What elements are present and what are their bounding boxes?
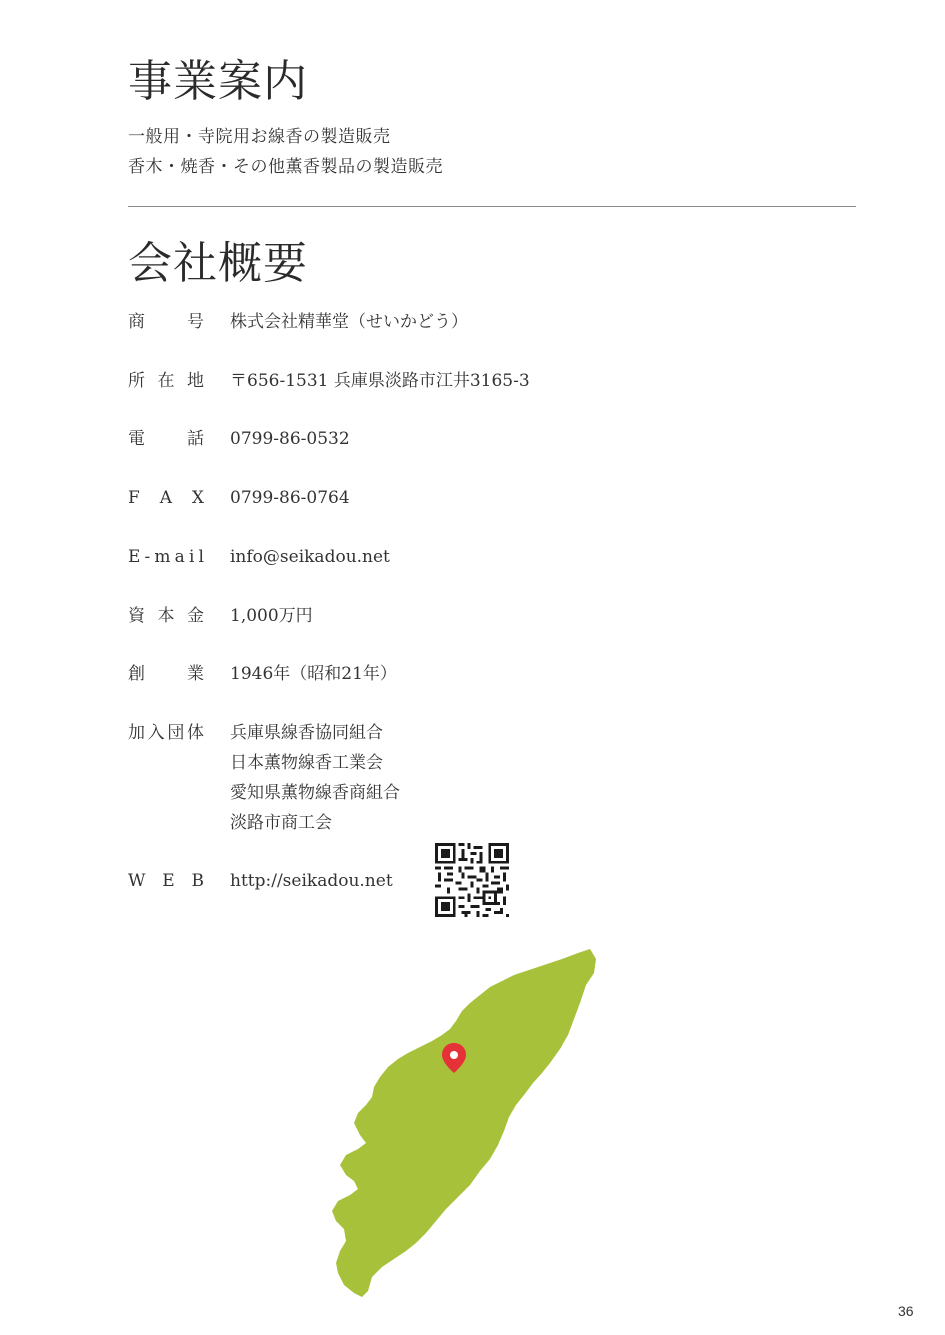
associations-label: 加 入 団 体 — [128, 723, 204, 743]
section-divider — [128, 206, 856, 207]
business-line: 一般用・寺院用お線香の製造販売 — [128, 127, 391, 147]
address-label: 所 在 地 — [128, 371, 204, 391]
email-label: E - m a i l — [128, 547, 204, 567]
phone-label: 電 話 — [128, 429, 204, 449]
association-item: 淡路市商工会 — [230, 813, 332, 833]
email-link[interactable]: info@seikadou.net — [230, 547, 390, 567]
web-link[interactable]: http://seikadou.net — [230, 871, 393, 891]
founded-value: 1946年（昭和21年） — [230, 664, 397, 684]
qr-code-icon[interactable] — [434, 843, 510, 917]
association-item: 兵庫県線香協同組合 — [230, 723, 383, 743]
page-number: 36 — [898, 1303, 914, 1319]
associations-list — [230, 718, 400, 838]
business-line: 香木・焼香・その他薫香製品の製造販売 — [128, 157, 443, 177]
island-shape — [332, 949, 596, 1297]
capital-value: 1,000万円 — [230, 606, 313, 626]
fax-label: F A X — [128, 488, 204, 508]
founded-label: 創 業 — [128, 664, 204, 684]
awaji-island-map — [328, 945, 608, 1300]
association-item: 日本薫物線香工業会 — [230, 753, 383, 773]
fax-value: 0799-86-0764 — [230, 488, 350, 508]
phone-value: 0799-86-0532 — [230, 429, 350, 449]
address-value: 〒656-1531 兵庫県淡路市江井3165-3 — [230, 371, 530, 391]
business-title: 事業案内 — [128, 56, 308, 107]
web-label: W E B — [128, 871, 204, 891]
association-item: 愛知県薫物線香商組合 — [230, 783, 400, 803]
company-name-label: 商 号 — [128, 312, 204, 332]
capital-label: 資 本 金 — [128, 606, 204, 626]
company-title: 会社概要 — [128, 238, 308, 289]
company-name-value: 株式会社精華堂（せいかどう） — [230, 312, 468, 332]
